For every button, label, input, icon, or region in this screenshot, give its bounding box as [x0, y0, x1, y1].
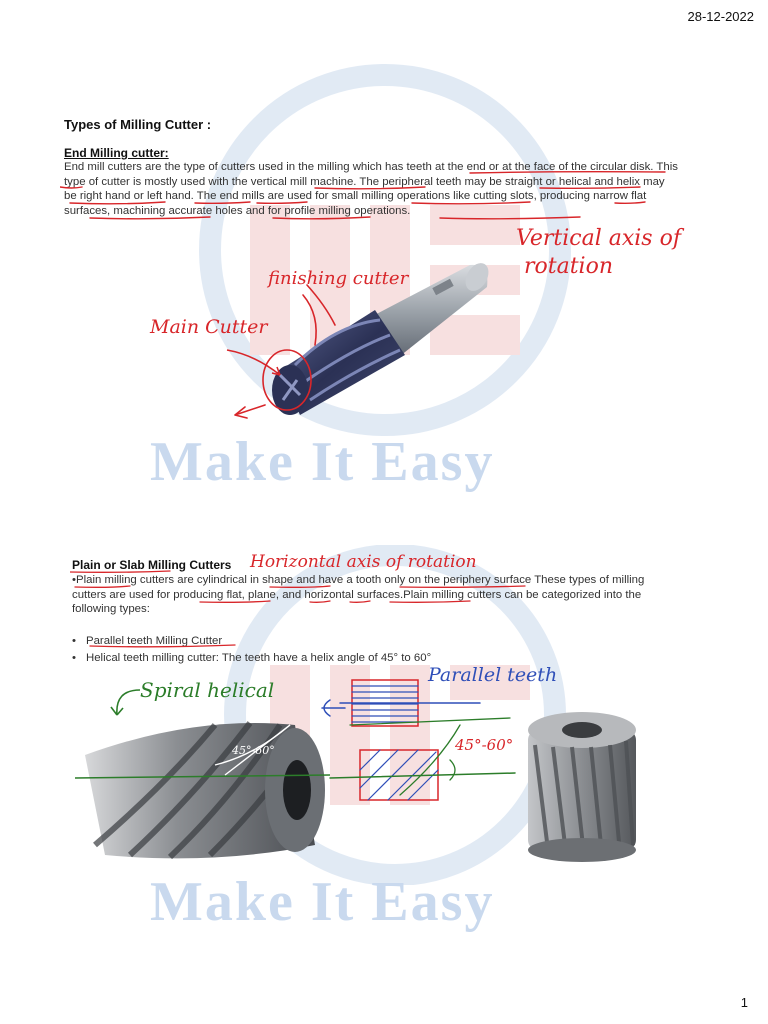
underline-annotations [70, 570, 670, 650]
list-item-text: Helical teeth milling cutter: The teeth have a helix angle of 45° to 60° [86, 651, 432, 664]
handwritten-parallel-teeth: Parallel teeth [428, 664, 558, 686]
main-cutter-arrow [225, 345, 285, 385]
handwritten-axis-line2: rotation [524, 254, 614, 279]
helical-cutter-image [75, 705, 340, 865]
underline-annotations [60, 168, 700, 228]
gear-cutter-image [520, 705, 645, 865]
handwritten-axis-line1: Vertical axis of [516, 226, 681, 251]
watermark-text: Make It Easy [150, 871, 495, 933]
watermark-text: Make It Easy [150, 431, 495, 493]
handwritten-angle-small: 45°-60° [232, 744, 275, 757]
page-date: 28-12-2022 [687, 9, 754, 24]
list-item-text: Parallel teeth Milling Cutter [86, 634, 223, 647]
handwritten-main-cutter: Main Cutter [150, 316, 268, 338]
spiral-arrow [105, 685, 145, 725]
list-item: • Helical teeth milling cutter: The teeth have a helix angle of 45° to 60° [72, 651, 432, 664]
section-subtitle: End Milling cutter: [64, 146, 169, 160]
list-item: • Parallel teeth Milling Cutter [72, 634, 223, 647]
section-title: Types of Milling Cutter : [64, 117, 212, 132]
plain-cutters-title: Plain or Slab Milling Cutters [72, 558, 232, 572]
plain-cutters-description: •Plain milling cutters are cylindrical in shape and have a tooth only on the periphery surface These types of milling cutters are used for producing flat, plane, and horizontal surfaces.Plain milling cutters can be categorized into the following types: [72, 574, 645, 616]
page-number: 1 [740, 995, 748, 1010]
handwritten-horizontal-axis: Horizontal axis of rotation [250, 552, 477, 572]
handwritten-finishing-cutter: finishing cutter [268, 268, 409, 289]
handwritten-angle-large: 45°-60° [455, 736, 514, 754]
end-mill-description: End mill cutters are the type of cutters used in the milling which has teeth at the end or at the face of the circular disk. This type of cutter is mostly used with the vertical mill machine. The peripheral teeth may be straight or helical and helix may be right hand or left hand. The end mills are used for small milling operations like cutting slots, producing narrow flat surfaces, machining accurate holes and for profile milling operations. [64, 161, 678, 217]
handwritten-spiral-helical: Spiral helical [140, 678, 275, 702]
